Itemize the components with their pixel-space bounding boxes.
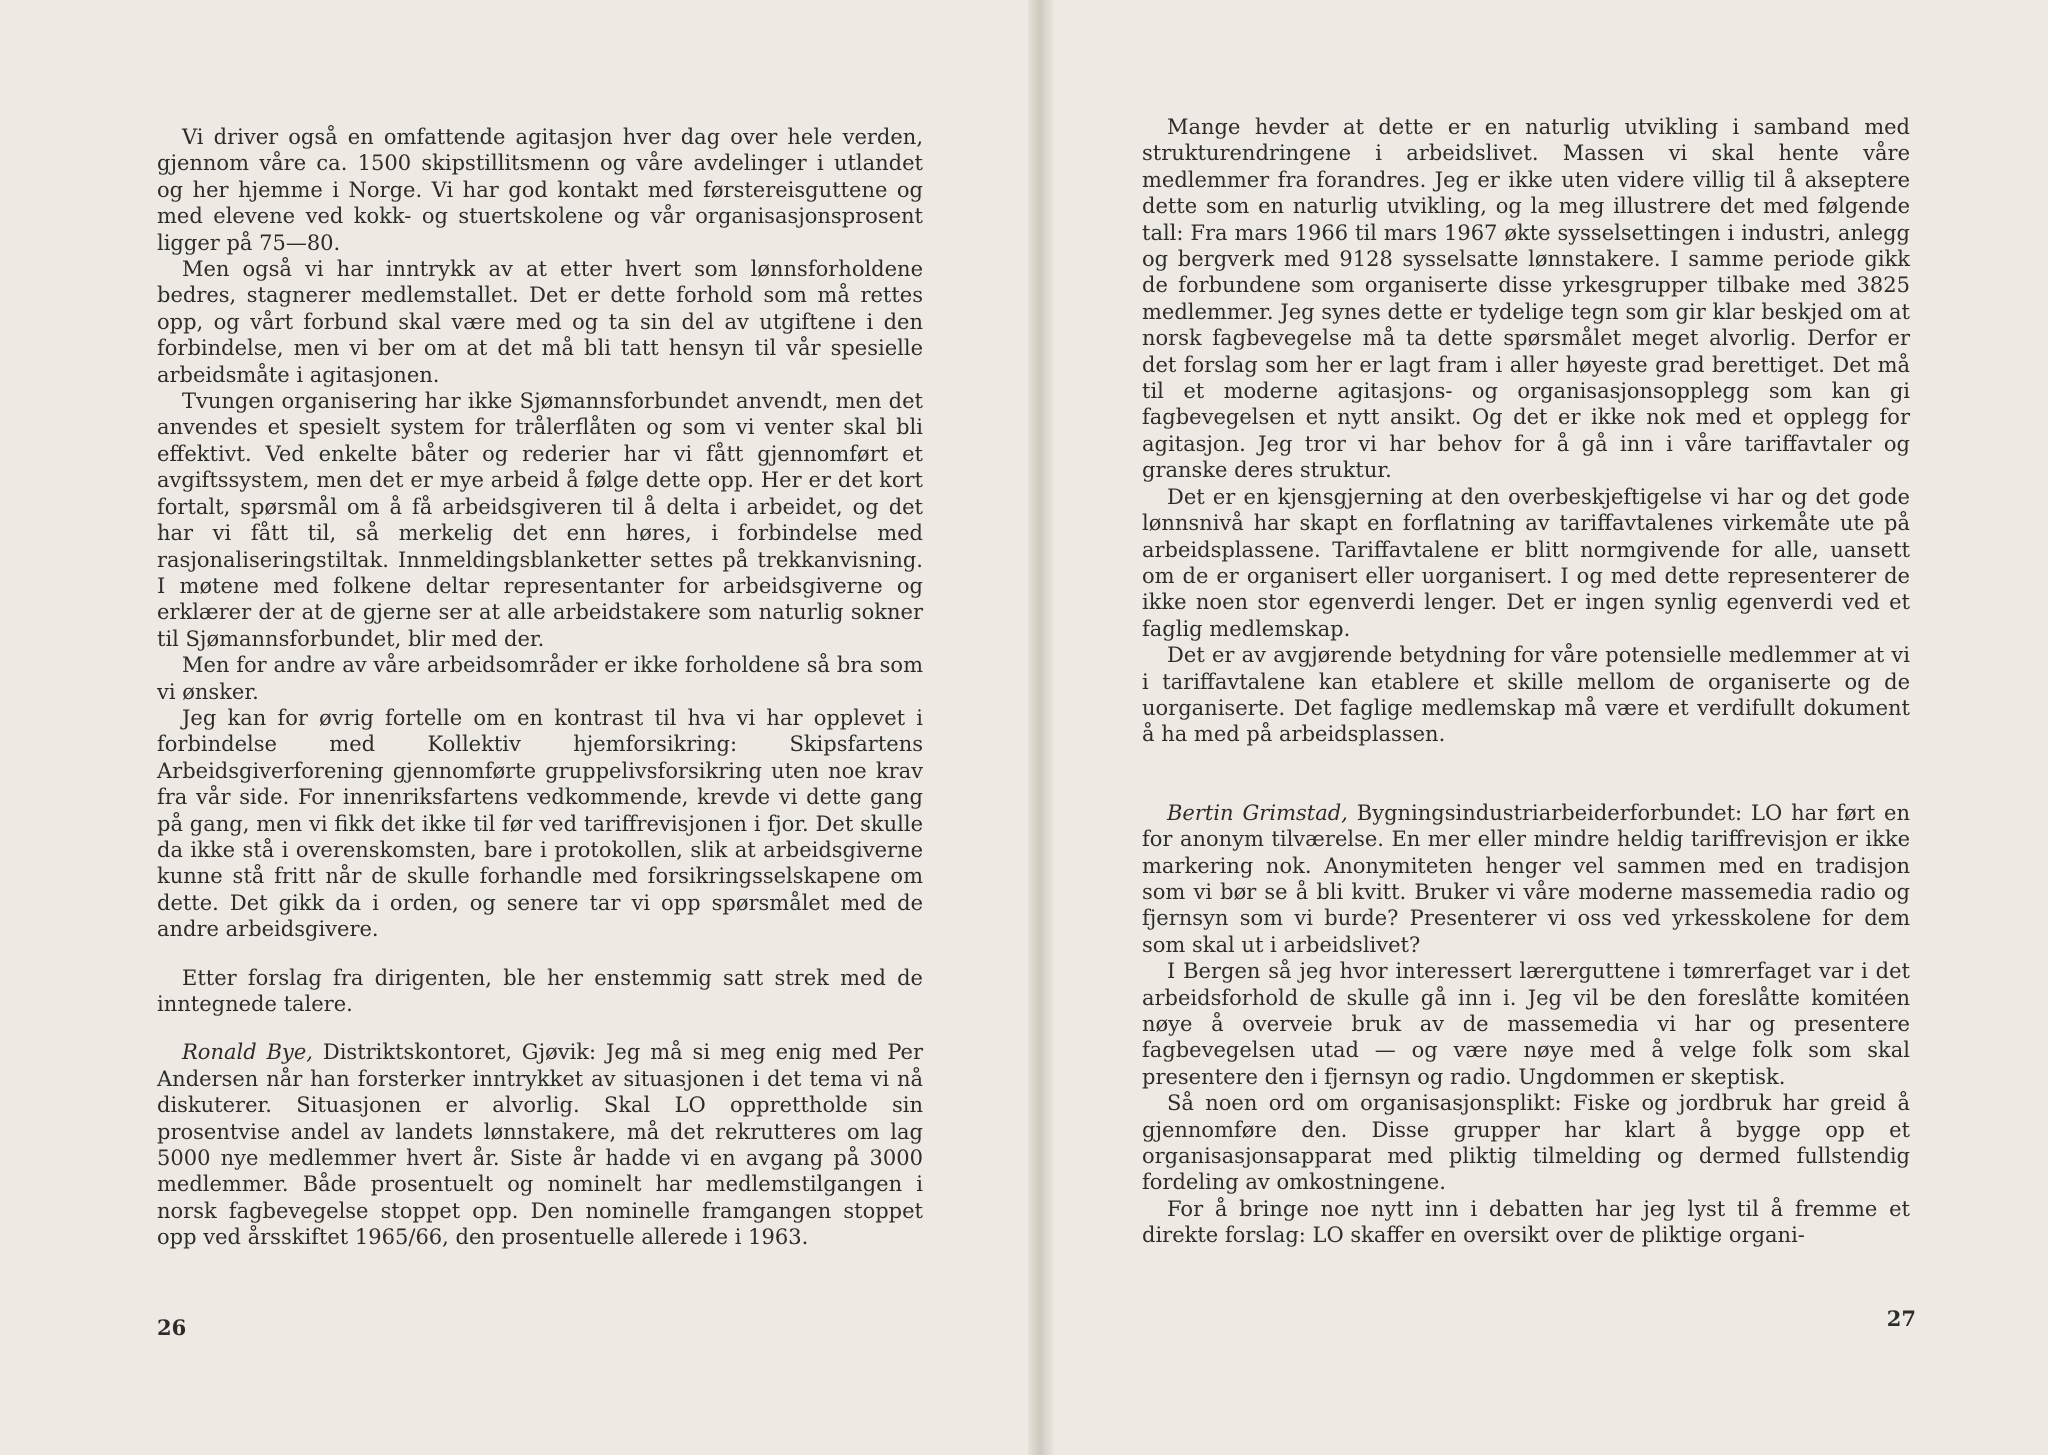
page-number: 26 <box>157 1315 187 1340</box>
page-number: 27 <box>1886 1306 1916 1331</box>
speaker-text: Bygningsindustriarbeiderforbundet: LO har ført en for anonym tilværelse. En mer eller mindre heldig tariffrevisjon er ikke markering nok. Anonymiteten henger vel sammen med en tradisjon som vi bør se å bli kvitt. Bruker vi våre moderne massemedia radio og fjernsyn som vi burde? Presenterer vi oss ved yrkesskolene for dem som skal ut i arbeidslivet? <box>1142 800 1910 957</box>
paragraph: Etter forslag fra dirigenten, ble her enstemmig satt strek med de inntegnede talere. <box>157 965 923 1016</box>
paragraph: Vi driver også en omfattende agitasjon hver dag over hele verden, gjennom våre ca. 1500 skipstillitsmenn og våre avdelinger i utlandet og her hjemme i Norge. Vi har god kontakt med førstereisguttene og med elevene ved kokk- og stuertskolene og vår organisasjonsprosent ligger på 75—80. <box>157 125 923 255</box>
paragraph: Mange hevder at dette er en naturlig utvikling i samband med strukturendringene i arbeidslivet. Massen vi skal hente våre medlemmer fra forandres. Jeg er ikke uten videre villig til å akseptere dette som en naturlig utvikling, og la meg illustrere det med følgende tall: Fra mars 1966 til mars 1967 økte sysselsettingen i industri, anlegg og bergverk med 9128 sysselsatte lønnstakere. I samme periode gikk de forbundene som organiserte disse yrkesgrupper tilbake med 3825 medlemmer. Jeg synes dette er tydelige tegn som gir klar beskjed om at norsk fagbevegelse må ta dette spørsmålet meget alvorlig. Derfor er det forslag som her er lagt fram i aller høyeste grad berettiget. Det må til et moderne agitasjons- og organisasjonsopplegg som kan gi fagbevegelsen et nytt ansikt. Og det er ikke nok med et opplegg for agitasjon. Jeg tror vi har behov for å gå inn i våre tariffavtaler og granske deres struktur. <box>1142 115 1910 483</box>
book-gutter <box>1028 0 1054 1455</box>
speaker-name: Ronald Bye, <box>182 1040 313 1065</box>
paragraph: Det er en kjensgjerning at den overbeskjeftigelse vi har og det gode lønnsnivå har skapt en forflatning av tariffavtalenes virkemåte ute på arbeidsplassene. Tariffavtalene er blitt normgivende for alle, uansett om de er organisert eller uorganisert. I og med dette representerer de ikke noen stor egenverdi lenger. Det er ingen synlig egenverdi ved et faglig medlemskap. <box>1142 484 1910 641</box>
paragraph: Men også vi har inntrykk av at etter hvert som lønnsforholdene bedres, stagnerer medlemstallet. Det er dette forhold som må rettes opp, og vårt forbund skal være med og ta sin del av utgiftene i den forbindelse, men vi ber om at det må bli tatt hensyn til vår spesielle arbeidsmåte i agitasjonen. <box>157 257 923 387</box>
speaker-paragraph <box>1142 800 1910 958</box>
paragraph: Det er av avgjørende betydning for våre potensielle medlemmer at vi i tariffavtalene kan etablere et skille mellom de organiserte og de uorganiserte. Det faglige medlemskap må være et verdifullt dokument å ha med på arbeidsplassen. <box>1142 643 1910 747</box>
right-page <box>1054 0 2048 1455</box>
paragraph: Tvungen organisering har ikke Sjømannsforbundet anvendt, men det anvendes et spesielt system for trålerflåten og som vi venter skal bli effektivt. Ved enkelte båter og rederier har vi fått gjennomført et avgiftssystem, men det er mye arbeid å følge dette opp. Her er det kort fortalt, spørsmål om å få arbeidsgiveren til å delta i arbeidet, og det har vi fått til, så merkelig det enn høres, i forbindelse med rasjonaliseringstiltak. Innmeldingsblanketter settes på trekkanvisning. I møtene med folkene deltar representanter for arbeidsgiverne og erklærer der at de gjerne ser at alle arbeidstakere som naturlig sokner til Sjømannsforbundet, blir med der. <box>157 389 923 651</box>
speaker-text: Distriktskontoret, Gjøvik: Jeg må si meg enig med Per Andersen når han forsterker inntrykket av situasjonen i det tema vi nå diskuterer. Situasjonen er alvorlig. Skal LO opprettholde sin prosentvise andel av landets lønnstakere, må det rekrutteres om lag 5000 nye medlemmer hvert år. Siste år hadde vi en avgang på 3000 medlemmer. Både prosentuelt og nominelt har medlemstilgangen i norsk fagbevegelse stoppet opp. Den nominelle framgangen stoppet opp ved årsskiftet 1965/66, den prosentuelle allerede i 1963. <box>157 1040 923 1250</box>
speaker-paragraph <box>157 1039 923 1250</box>
speaker-name: Bertin Grimstad, <box>1167 800 1348 825</box>
paragraph: I Bergen så jeg hvor interessert lærerguttene i tømrerfaget var i det arbeidsforhold de skulle gå inn i. Jeg vil be den foreslåtte komitéen nøye å overveie bruk av de massemedia vi har og presentere fagbevegelsen utad — og være nøye med å velge folk som skal presentere den i fjernsyn og radio. Ungdommen er skeptisk. <box>1142 959 1910 1089</box>
paragraph: For å bringe noe nytt inn i debatten har jeg lyst til å fremme et direkte forslag: LO skaffer en oversikt over de pliktige organi- <box>1142 1196 1910 1248</box>
left-page-body <box>157 124 923 1251</box>
paragraph: Så noen ord om organisasjonsplikt: Fiske og jordbruk har greid å gjennomføre den. Disse grupper har klart å bygge opp et organisasjonsapparat med pliktig tilmelding og dermed fullstendig fordeling av omkostningene. <box>1142 1091 1910 1195</box>
paragraph: Men for andre av våre arbeidsområder er ikke forholdene så bra som vi ønsker. <box>157 653 923 704</box>
paragraph: Jeg kan for øvrig fortelle om en kontrast til hva vi har opplevet i forbindelse med Kollektiv hjemforsikring: Skipsfartens Arbeidsgiverforening gjennomførte gruppelivsforsikring uten noe krav fra vår side. For innenriksfartens vedkommende, krevde vi dette gang på gang, men vi fikk det ikke til før ved tariffrevisjonen i fjor. Det skulle da ikke stå i overenskomsten, bare i protokollen, slik at arbeidsgiverne kunne stå fritt når de skulle forhandle med forsikringsselskapene om dette. Det gikk da i orden, og senere tar vi opp spørsmålet med de andre arbeidsgivere. <box>157 705 923 942</box>
right-page-body <box>1142 114 1910 1249</box>
